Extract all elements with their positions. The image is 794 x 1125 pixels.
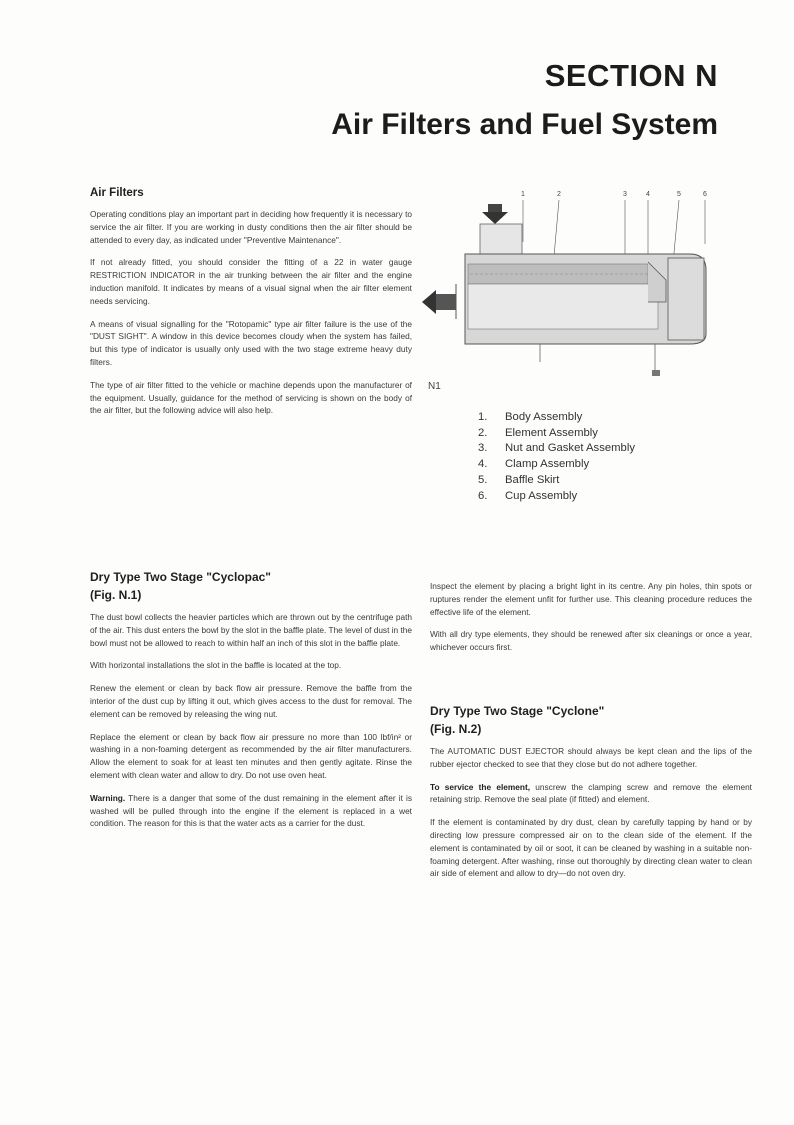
- right-column: [430, 580, 752, 890]
- paragraph: The dust bowl collects the heavier particles which are thrown out by the centrifuge path of the air. This dust enters the bowl by the slot in the baffle plate. The level of dust in the bowl must not be allowed to reach to within half an inch of this slot in the baffle plate.: [90, 612, 412, 648]
- ejector: [652, 370, 660, 376]
- air-filters-section: [90, 186, 412, 427]
- service-paragraph: To service the element, unscrew the clamping screw and remove the element retaining strip. Remove the seal plate (if fitted) and element.: [430, 781, 752, 805]
- callout-3: 3: [623, 191, 627, 198]
- list-item: 1. Body Assembly: [478, 411, 583, 423]
- list-item: 2. Element Assembly: [478, 426, 598, 439]
- warning-paragraph: Warning. There is a danger that some of the dust remaining in the element after it is washed will be pulled through into the engine if the element is replaced in a wet condition. The reason for this is that the water acts as a carrier for the dust.: [90, 792, 412, 829]
- list-item: 5. Baffle Skirt: [478, 473, 560, 486]
- paragraph: The AUTOMATIC DUST EJECTOR should always be kept clean and the lips of the rubber ejector checked to see that they close but do not adhere together.: [430, 745, 752, 769]
- inner-chamber: [468, 284, 658, 329]
- cup-assembly: [668, 258, 704, 340]
- inlet-pipe: [480, 224, 522, 256]
- callout-numbers: [521, 191, 707, 198]
- paragraph: The type of air filter fitted to the vehicle or machine depends upon the manufacturer of the equipment. Usually, guidance for the method of servicing is shown on the body of the air filter, but the following advice will also help.: [90, 379, 412, 416]
- paragraph: If the element is contaminated by dry dust, clean by carefully tapping by hand or by directing low pressure compressed air on to the clean side of the element. If the element is contaminated by oil or soot, it can be cleaned by washing in a suitable non-foaming detergent. After washing, rinse out thoroughly by directing clean water to clean air side of element and allow to dry—do not oven dry.: [430, 817, 752, 879]
- callout-6: 6: [703, 191, 707, 198]
- outlet-arrow: [422, 290, 456, 314]
- cyclopac-section: [90, 568, 412, 840]
- air-filters-heading: Air Filters: [90, 187, 144, 199]
- paragraph: Replace the element or clean by back flow air pressure no more than 100 lbf/in² or washing in a non-foaming detergent as recommended by the air filter manufacturers. Allow the element to soak for at least ten minutes and then gently agitate. Rinse the element with clean water and allow to dry. Do not use oven heat.: [90, 731, 412, 780]
- cyclone-heading: Dry Type Two Stage "Cyclone" (Fig. N.2): [430, 703, 605, 736]
- callout-5: 5: [677, 191, 681, 198]
- air-filter-diagram: [420, 184, 720, 394]
- list-item: 3. Nut and Gasket Assembly: [478, 442, 635, 455]
- paragraph: If not already fitted, you should consider the fitting of a 22 in water gauge RESTRICTION INDICATOR in the air trunking between the air filter and the engine induction manifold. It indicates by means of a visual signal when the air filter element needs servicing.: [90, 257, 412, 306]
- cyclopac-heading: Dry Type Two Stage "Cyclopac" (Fig. N.1): [90, 570, 271, 602]
- callout-1: 1: [521, 191, 525, 198]
- figure-label: N1: [428, 381, 441, 392]
- list-item: 4. Clamp Assembly: [478, 458, 590, 471]
- paragraph: A means of visual signalling for the "Rotopamic" type air filter failure is the use of the "DUST SIGHT". A window in this device becomes cloudy when the system has failed, but this type of indicator is usually only used with the two stage extreme heavy duty filters.: [90, 318, 412, 367]
- callout-4: 4: [646, 191, 650, 198]
- inlet-arrow: [482, 204, 508, 224]
- callout-2: 2: [557, 191, 561, 198]
- paragraph: Renew the element or clean by back flow air pressure. Remove the baffle from the interior of the dust cup by lifting it out, which gives access to the dust for removal. The element can be removed by releasing the wing nut.: [90, 683, 412, 719]
- page-title: Air Filters and Fuel System: [331, 108, 718, 141]
- parts-list: [478, 410, 635, 504]
- paragraph: Operating conditions play an important part in deciding how frequently it is necessary to service the air filter. If you are working in dusty conditions then the air filter should be attended to every day, as indicated under "Preventive Maintenance".: [90, 209, 412, 245]
- section-heading: SECTION N: [544, 58, 718, 93]
- paragraph: With all dry type elements, they should be renewed after six cleanings or once a year, whichever occurs first.: [430, 629, 752, 653]
- list-item: 6. Cup Assembly: [478, 489, 578, 502]
- paragraph: With horizontal installations the slot in the baffle is located at the top.: [90, 660, 342, 671]
- paragraph: Inspect the element by placing a bright light in its centre. Any pin holes, thin spots or ruptures render the element unfit for further use. This cleaning procedure reduces the effective life of the element.: [430, 581, 752, 617]
